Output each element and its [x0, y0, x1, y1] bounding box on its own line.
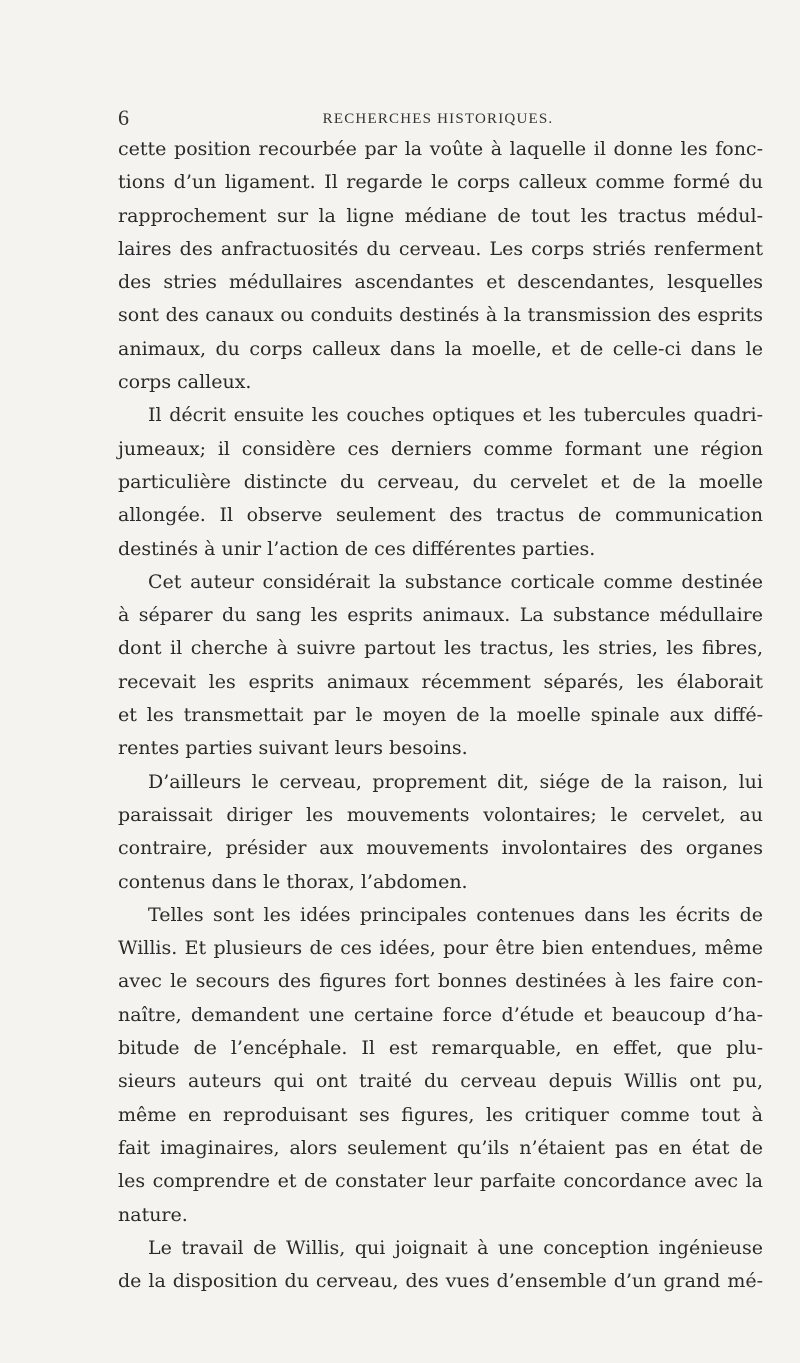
text-line: bitude de l’encéphale. Il est remarquable, en effet, que plu- — [118, 1037, 763, 1060]
text-line: à séparer du sang les esprits animaux. La substance médullaire — [118, 604, 763, 627]
text-line: naître, demandent une certaine force d’étude et beaucoup d’ha- — [118, 1003, 763, 1026]
text-line: tions d’un ligament. Il regarde le corps calleux comme formé du — [118, 171, 763, 194]
text-line: D’ailleurs le cerveau, proprement dit, siége de la raison, lui — [148, 770, 763, 793]
text-line: Telles sont les idées principales contenues dans les écrits de — [148, 903, 763, 926]
text-line: fait imaginaires, alors seulement qu’ils n’étaient pas en état de — [118, 1136, 763, 1159]
text-line: nature. — [118, 1203, 188, 1226]
text-line: recevait les esprits animaux récemment séparés, les élaborait — [118, 670, 763, 693]
page-number: 6 — [118, 105, 129, 130]
running-header — [118, 104, 758, 132]
text-line: les comprendre et de constater leur parfaite concordance avec la — [118, 1170, 763, 1193]
running-title: RECHERCHES HISTORIQUES. — [322, 111, 554, 127]
text-line: rapprochement sur la ligne médiane de tout les tractus médul- — [118, 204, 763, 227]
text-line: avec le secours des figures fort bonnes destinées à les faire con- — [118, 970, 763, 993]
text-line: animaux, du corps calleux dans la moelle, et de celle-ci dans le — [118, 337, 763, 360]
text-line: sieurs auteurs qui ont traité du cerveau depuis Willis ont pu, — [118, 1070, 763, 1093]
text-line: Il décrit ensuite les couches optiques et les tubercules quadri- — [148, 404, 763, 427]
text-line: Le travail de Willis, qui joignait à une conception ingénieuse — [148, 1236, 763, 1259]
text-line: même en reproduisant ses figures, les critiquer comme tout à — [118, 1103, 763, 1126]
text-line: et les transmettait par le moyen de la moelle spinale aux diffé- — [118, 704, 763, 727]
text-line: paraissait diriger les mouvements volontaires; le cervelet, au — [118, 803, 763, 826]
body-text — [118, 133, 763, 1298]
text-line: sont des canaux ou conduits destinés à la transmission des esprits — [118, 304, 763, 327]
text-line: Cet auteur considérait la substance corticale comme destinée — [148, 570, 763, 593]
text-line: de la disposition du cerveau, des vues d’ensemble d’un grand mé- — [118, 1270, 763, 1293]
text-line: cette position recourbée par la voûte à laquelle il donne les fonc- — [118, 138, 763, 160]
text-line: des stries médullaires ascendantes et descendantes, lesquelles — [118, 271, 763, 294]
text-line: corps calleux. — [118, 371, 252, 394]
text-line: laires des anfractuosités du cerveau. Les corps striés renferment — [118, 237, 763, 260]
text-line: dont il cherche à suivre partout les tractus, les stries, les fibres, — [118, 637, 763, 660]
text-line: destinés à unir l’action de ces différentes parties. — [118, 537, 596, 560]
text-line: allongée. Il observe seulement des tractus de communication — [118, 504, 763, 527]
text-line: contraire, présider aux mouvements involontaires des organes — [118, 837, 763, 860]
text-line: particulière distincte du cerveau, du cervelet et de la moelle — [118, 470, 763, 493]
text-line: rentes parties suivant leurs besoins. — [118, 737, 468, 760]
text-line: contenus dans le thorax, l’abdomen. — [118, 870, 468, 893]
text-line: jumeaux; il considère ces derniers comme formant une région — [118, 437, 763, 460]
text-line: Willis. Et plusieurs de ces idées, pour être bien entendues, même — [118, 937, 763, 960]
